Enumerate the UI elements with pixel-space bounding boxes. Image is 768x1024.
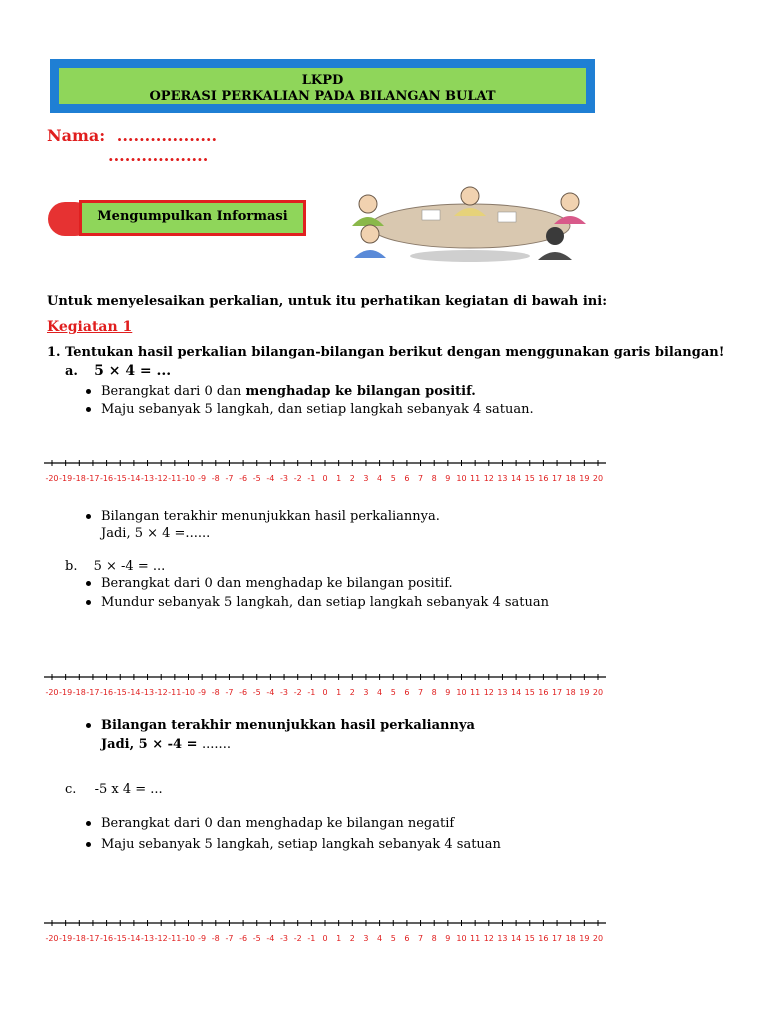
tick-label: -1: [307, 688, 316, 697]
tick-label: 13: [497, 688, 508, 697]
tick-label: -20: [45, 474, 59, 483]
item-b-bullet-1: [86, 576, 453, 592]
question-1: 1. Tentukan hasil perkalian bilangan-bilangan berikut dengan menggunakan garis bilangan!: [47, 345, 725, 360]
tick-label: 8: [431, 474, 437, 483]
tick-label: 14: [511, 688, 522, 697]
tick-label: 11: [470, 688, 481, 697]
tick-label: -3: [280, 474, 289, 483]
tick-label: -20: [45, 688, 59, 697]
tick-label: -11: [168, 688, 182, 697]
tick-label: 0: [322, 474, 328, 483]
number-line-svg: [44, 456, 606, 486]
tick-label: -17: [86, 688, 100, 697]
meeting-table-icon: [330, 186, 608, 264]
number-line-b: [44, 670, 606, 700]
tick-label: -6: [239, 934, 248, 943]
tick-label: 5: [390, 474, 396, 483]
tick-label: 12: [483, 934, 494, 943]
nama-dots-1: ..................: [116, 126, 218, 145]
tick-label: 18: [565, 474, 576, 483]
tick-label: -11: [168, 934, 182, 943]
tick-label: -17: [86, 934, 100, 943]
tick-label: -6: [239, 688, 248, 697]
tick-label: 19: [579, 934, 590, 943]
nama-label: Nama:: [47, 126, 106, 145]
tick-label: -10: [181, 474, 196, 483]
tick-label: 19: [579, 688, 590, 697]
tick-label: -4: [266, 934, 275, 943]
tick-label: 3: [363, 474, 369, 483]
item-b-label: b.: [65, 559, 78, 574]
tick-label: 2: [349, 688, 355, 697]
tick-label: -13: [141, 688, 155, 697]
title-inner: [59, 68, 586, 104]
tick-label: 16: [538, 934, 549, 943]
item-a-bullet-3-text: Bilangan terakhir menunjukkan hasil perkaliannya.: [101, 509, 440, 524]
tick-label: -16: [100, 474, 114, 483]
tick-label: 18: [565, 688, 576, 697]
tick-label: -5: [252, 474, 261, 483]
tick-label: -3: [280, 688, 289, 697]
item-b-expr: 5 × -4 = ...: [93, 559, 166, 574]
bullet-icon: [86, 723, 91, 728]
tick-label: -8: [211, 934, 220, 943]
item-b-bullet-3: [86, 718, 475, 734]
tick-label: 19: [579, 474, 590, 483]
tick-label: 2: [349, 474, 355, 483]
item-b-bullet-2-text: Mundur sebanyak 5 langkah, dan setiap langkah sebanyak 4 satuan: [101, 595, 550, 610]
tick-label: -13: [141, 934, 155, 943]
title-box: [50, 59, 595, 113]
item-c-expr: -5 x 4 = ...: [94, 782, 163, 797]
tick-label: -18: [72, 474, 86, 483]
tick-label: -5: [252, 934, 261, 943]
tick-label: -15: [113, 688, 127, 697]
tick-label: -14: [127, 934, 141, 943]
tick-label: 0: [322, 934, 328, 943]
tick-label: 15: [524, 934, 535, 943]
bullet-icon: [86, 389, 91, 394]
tick-label: 1: [336, 474, 342, 483]
tick-label: -14: [127, 688, 141, 697]
tick-label: 8: [431, 688, 437, 697]
tick-label: -7: [225, 474, 234, 483]
tick-label: 10: [456, 934, 467, 943]
tick-label: -19: [59, 934, 73, 943]
item-b-jadi-text: Jadi, 5 × -4 =: [101, 737, 203, 752]
tick-label: -15: [113, 934, 127, 943]
tick-label: -2: [293, 688, 302, 697]
tick-label: 9: [445, 934, 451, 943]
item-b-bullet-3-text: Bilangan terakhir menunjukkan hasil perkaliannya: [101, 718, 475, 733]
tick-label: 2: [349, 934, 355, 943]
item-b-jadi-dots: .......: [202, 737, 231, 752]
tick-label: -15: [113, 474, 127, 483]
tick-label: -7: [225, 688, 234, 697]
tick-label: 17: [551, 688, 563, 697]
tick-label: 5: [390, 934, 396, 943]
tick-label: 13: [497, 934, 508, 943]
tick-label: 14: [511, 934, 522, 943]
tick-label: -10: [181, 688, 196, 697]
bullet-icon: [86, 514, 91, 519]
tick-label: 1: [336, 688, 342, 697]
tick-label: 17: [551, 934, 563, 943]
bullet-icon: [86, 581, 91, 586]
tick-label: 1: [336, 934, 342, 943]
item-c: [65, 782, 163, 798]
number-line-a: [44, 456, 606, 486]
tick-label: 5: [390, 688, 396, 697]
number-line-svg: [44, 916, 606, 946]
tick-label: -12: [154, 474, 168, 483]
section-label: Mengumpulkan Informasi: [79, 200, 306, 236]
tick-label: 13: [497, 474, 508, 483]
tick-label: 4: [377, 688, 383, 697]
tick-label: 9: [445, 474, 451, 483]
tick-label: -3: [280, 934, 289, 943]
tick-label: 12: [483, 688, 494, 697]
tick-label: -11: [168, 474, 182, 483]
tick-label: 15: [524, 474, 535, 483]
tick-label: -4: [266, 474, 275, 483]
item-a: [65, 363, 171, 380]
tick-label: -12: [154, 934, 168, 943]
bullet-icon: [86, 600, 91, 605]
tick-label: -16: [100, 934, 114, 943]
intro-text: Untuk menyelesaikan perkalian, untuk itu perhatikan kegiatan di bawah ini:: [47, 294, 607, 309]
tick-label: -9: [198, 688, 207, 697]
item-b-bullet-1-text: Berangkat dari 0 dan menghadap ke bilangan positif.: [101, 576, 453, 591]
tick-label: 3: [363, 688, 369, 697]
bullet-icon: [86, 842, 91, 847]
item-c-bullet-2: [86, 837, 501, 853]
tick-label: 11: [470, 934, 481, 943]
tick-label: 4: [377, 934, 383, 943]
item-a-bullet-1-text: Berangkat dari 0 dan: [101, 384, 246, 399]
tick-label: 18: [565, 934, 576, 943]
tick-label: 20: [592, 934, 604, 943]
tick-label: 14: [511, 474, 522, 483]
item-c-bullet-1-text: Berangkat dari 0 dan menghadap ke bilangan negatif: [101, 816, 455, 831]
tick-label: -19: [59, 474, 73, 483]
tick-label: -8: [211, 688, 220, 697]
tick-label: 7: [418, 474, 424, 483]
tick-label: -12: [154, 688, 168, 697]
nama-field: [47, 126, 217, 145]
tick-label: -16: [100, 688, 114, 697]
item-b-bullet-2: [86, 595, 549, 611]
item-c-label: c.: [65, 782, 77, 797]
tick-label: -13: [141, 474, 155, 483]
number-line-c: [44, 916, 606, 946]
tick-label: 7: [418, 934, 424, 943]
item-a-jadi: Jadi, 5 × 4 =......: [101, 526, 211, 541]
item-a-bullet-1: [86, 384, 476, 400]
title-line2: OPERASI PERKALIAN PADA BILANGAN BULAT: [149, 89, 496, 104]
tick-label: -6: [239, 474, 248, 483]
title-line1: LKPD: [301, 73, 344, 88]
tick-label: -5: [252, 688, 261, 697]
tick-label: -8: [211, 474, 220, 483]
tick-label: 6: [404, 688, 410, 697]
tick-label: 20: [592, 474, 604, 483]
tick-label: 20: [592, 688, 604, 697]
item-b-jadi: [101, 737, 231, 753]
tick-label: 3: [363, 934, 369, 943]
bullet-icon: [86, 821, 91, 826]
tick-label: -1: [307, 934, 316, 943]
tick-label: 15: [524, 688, 535, 697]
number-line-svg: [44, 670, 606, 700]
tick-label: 0: [322, 688, 328, 697]
tick-label: -4: [266, 688, 275, 697]
tick-label: 10: [456, 688, 467, 697]
tick-label: 16: [538, 474, 549, 483]
tick-label: -2: [293, 474, 302, 483]
tick-label: -9: [198, 474, 207, 483]
tick-label: -1: [307, 474, 316, 483]
tick-label: 4: [377, 474, 383, 483]
item-a-expr: 5 × 4 = ...: [94, 363, 172, 379]
tick-label: 11: [470, 474, 481, 483]
tick-label: -20: [45, 934, 59, 943]
tick-label: -18: [72, 934, 86, 943]
item-a-label: a.: [65, 364, 78, 379]
tick-label: -17: [86, 474, 100, 483]
tick-label: -2: [293, 934, 302, 943]
tick-label: 7: [418, 688, 424, 697]
tick-label: 6: [404, 934, 410, 943]
tick-label: -19: [59, 688, 73, 697]
tick-label: -7: [225, 934, 234, 943]
kegiatan-heading: Kegiatan 1: [47, 319, 133, 335]
tick-label: 6: [404, 474, 410, 483]
nama-dots-2: ..................: [108, 146, 209, 165]
item-c-bullet-2-text: Maju sebanyak 5 langkah, setiap langkah sebanyak 4 satuan: [101, 837, 501, 852]
tick-label: 9: [445, 688, 451, 697]
tick-label: 8: [431, 934, 437, 943]
tick-label: 17: [551, 474, 563, 483]
tick-label: -10: [181, 934, 196, 943]
item-a-bullet-2-text: Maju sebanyak 5 langkah, dan setiap langkah sebanyak 4 satuan.: [101, 402, 534, 417]
item-c-bullet-1: [86, 816, 454, 832]
item-a-bullet-3: [86, 509, 440, 525]
tick-label: 12: [483, 474, 494, 483]
item-b: [65, 559, 165, 575]
bullet-icon: [86, 407, 91, 412]
tick-label: 16: [538, 688, 549, 697]
item-a-bullet-1-bold: menghadap ke bilangan positif.: [245, 384, 476, 399]
tick-label: -14: [127, 474, 141, 483]
tick-label: 10: [456, 474, 467, 483]
tick-label: -18: [72, 688, 86, 697]
item-a-bullet-2: [86, 402, 534, 418]
tick-label: -9: [198, 934, 207, 943]
